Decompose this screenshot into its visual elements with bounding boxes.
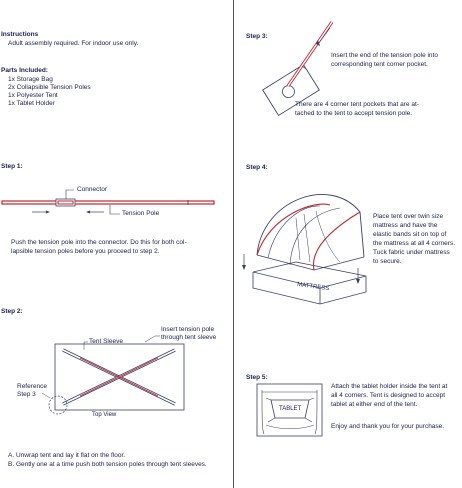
step2-text-a: A. Unwrap tent and lay it flat on the floor. [8,452,126,459]
step5-line: Attach the tablet holder inside the tent at [331,383,448,390]
parts-item: 2x Collapsible Tension Poles [8,84,91,91]
top-view-label: Top View [92,412,117,418]
connector-label: Connector [77,186,107,193]
tent-sleeve-label: Tent Sleeve [89,338,123,345]
step2-text-b: B. Gently one at a time push both tension poles through tent sleeves. [8,461,207,468]
step3-text1-line1: Insert the end of the tension pole into [331,52,438,59]
step1-heading: Step 1: [1,163,23,170]
step4-line: mattress and have the [373,222,438,229]
mattress-label: MATTRESS [296,281,330,293]
reference-label-line2: Step 3 [17,391,36,398]
insert-label-line2: through tent sleeve [161,334,217,341]
step3-text1-line2: corresponding tent corner pocket. [331,61,428,68]
reference-label-line1: Reference [17,383,47,390]
parts-item: 1x Storage Bag [8,76,53,83]
parts-heading: Parts Included: [1,67,48,74]
step4-line: to secure. [373,258,402,265]
step4-line: elastic bands sit on top of [373,231,447,238]
instructions-text: Adult assembly required. For indoor use only. [8,40,139,47]
step1-text-line2: lapsible tension poles before you proceed to step 2. [11,248,160,255]
step4-heading: Step 4: [246,164,268,171]
insert-label-line1: Insert tension pole [161,326,215,333]
step1-text-line1: Push the tension pole into the connector. Do this for both col- [11,239,187,246]
step5-heading: Step 5: [246,374,268,381]
step3-text2-line1: There are 4 corner tent pockets that are at- [295,101,419,108]
step4-line: Place tent over twin size [373,213,444,220]
closing-text: Enjoy and thank you for your purchase. [331,423,445,430]
step4-line: Tuck fabric under mattress [373,249,450,256]
tension-pole-label: Tension Pole [122,210,160,217]
step5-line: all 4 corners. Tent is designed to accept [331,392,446,399]
step2-heading: Step 2: [1,308,23,315]
instructions-heading: Instructions [1,31,39,38]
step4-line: the mattress at all 4 corners. [373,240,456,247]
step3-heading: Step 3: [246,33,268,40]
step3-text2-line2: tached to the tent to accept tension pole. [295,110,413,117]
tablet-label: TABLET [279,406,302,412]
parts-item: 1x Polyester Tent [8,92,58,99]
step5-line: tablet at either end of the tent. [331,401,418,408]
parts-item: 1x Tablet Holder [8,100,55,107]
